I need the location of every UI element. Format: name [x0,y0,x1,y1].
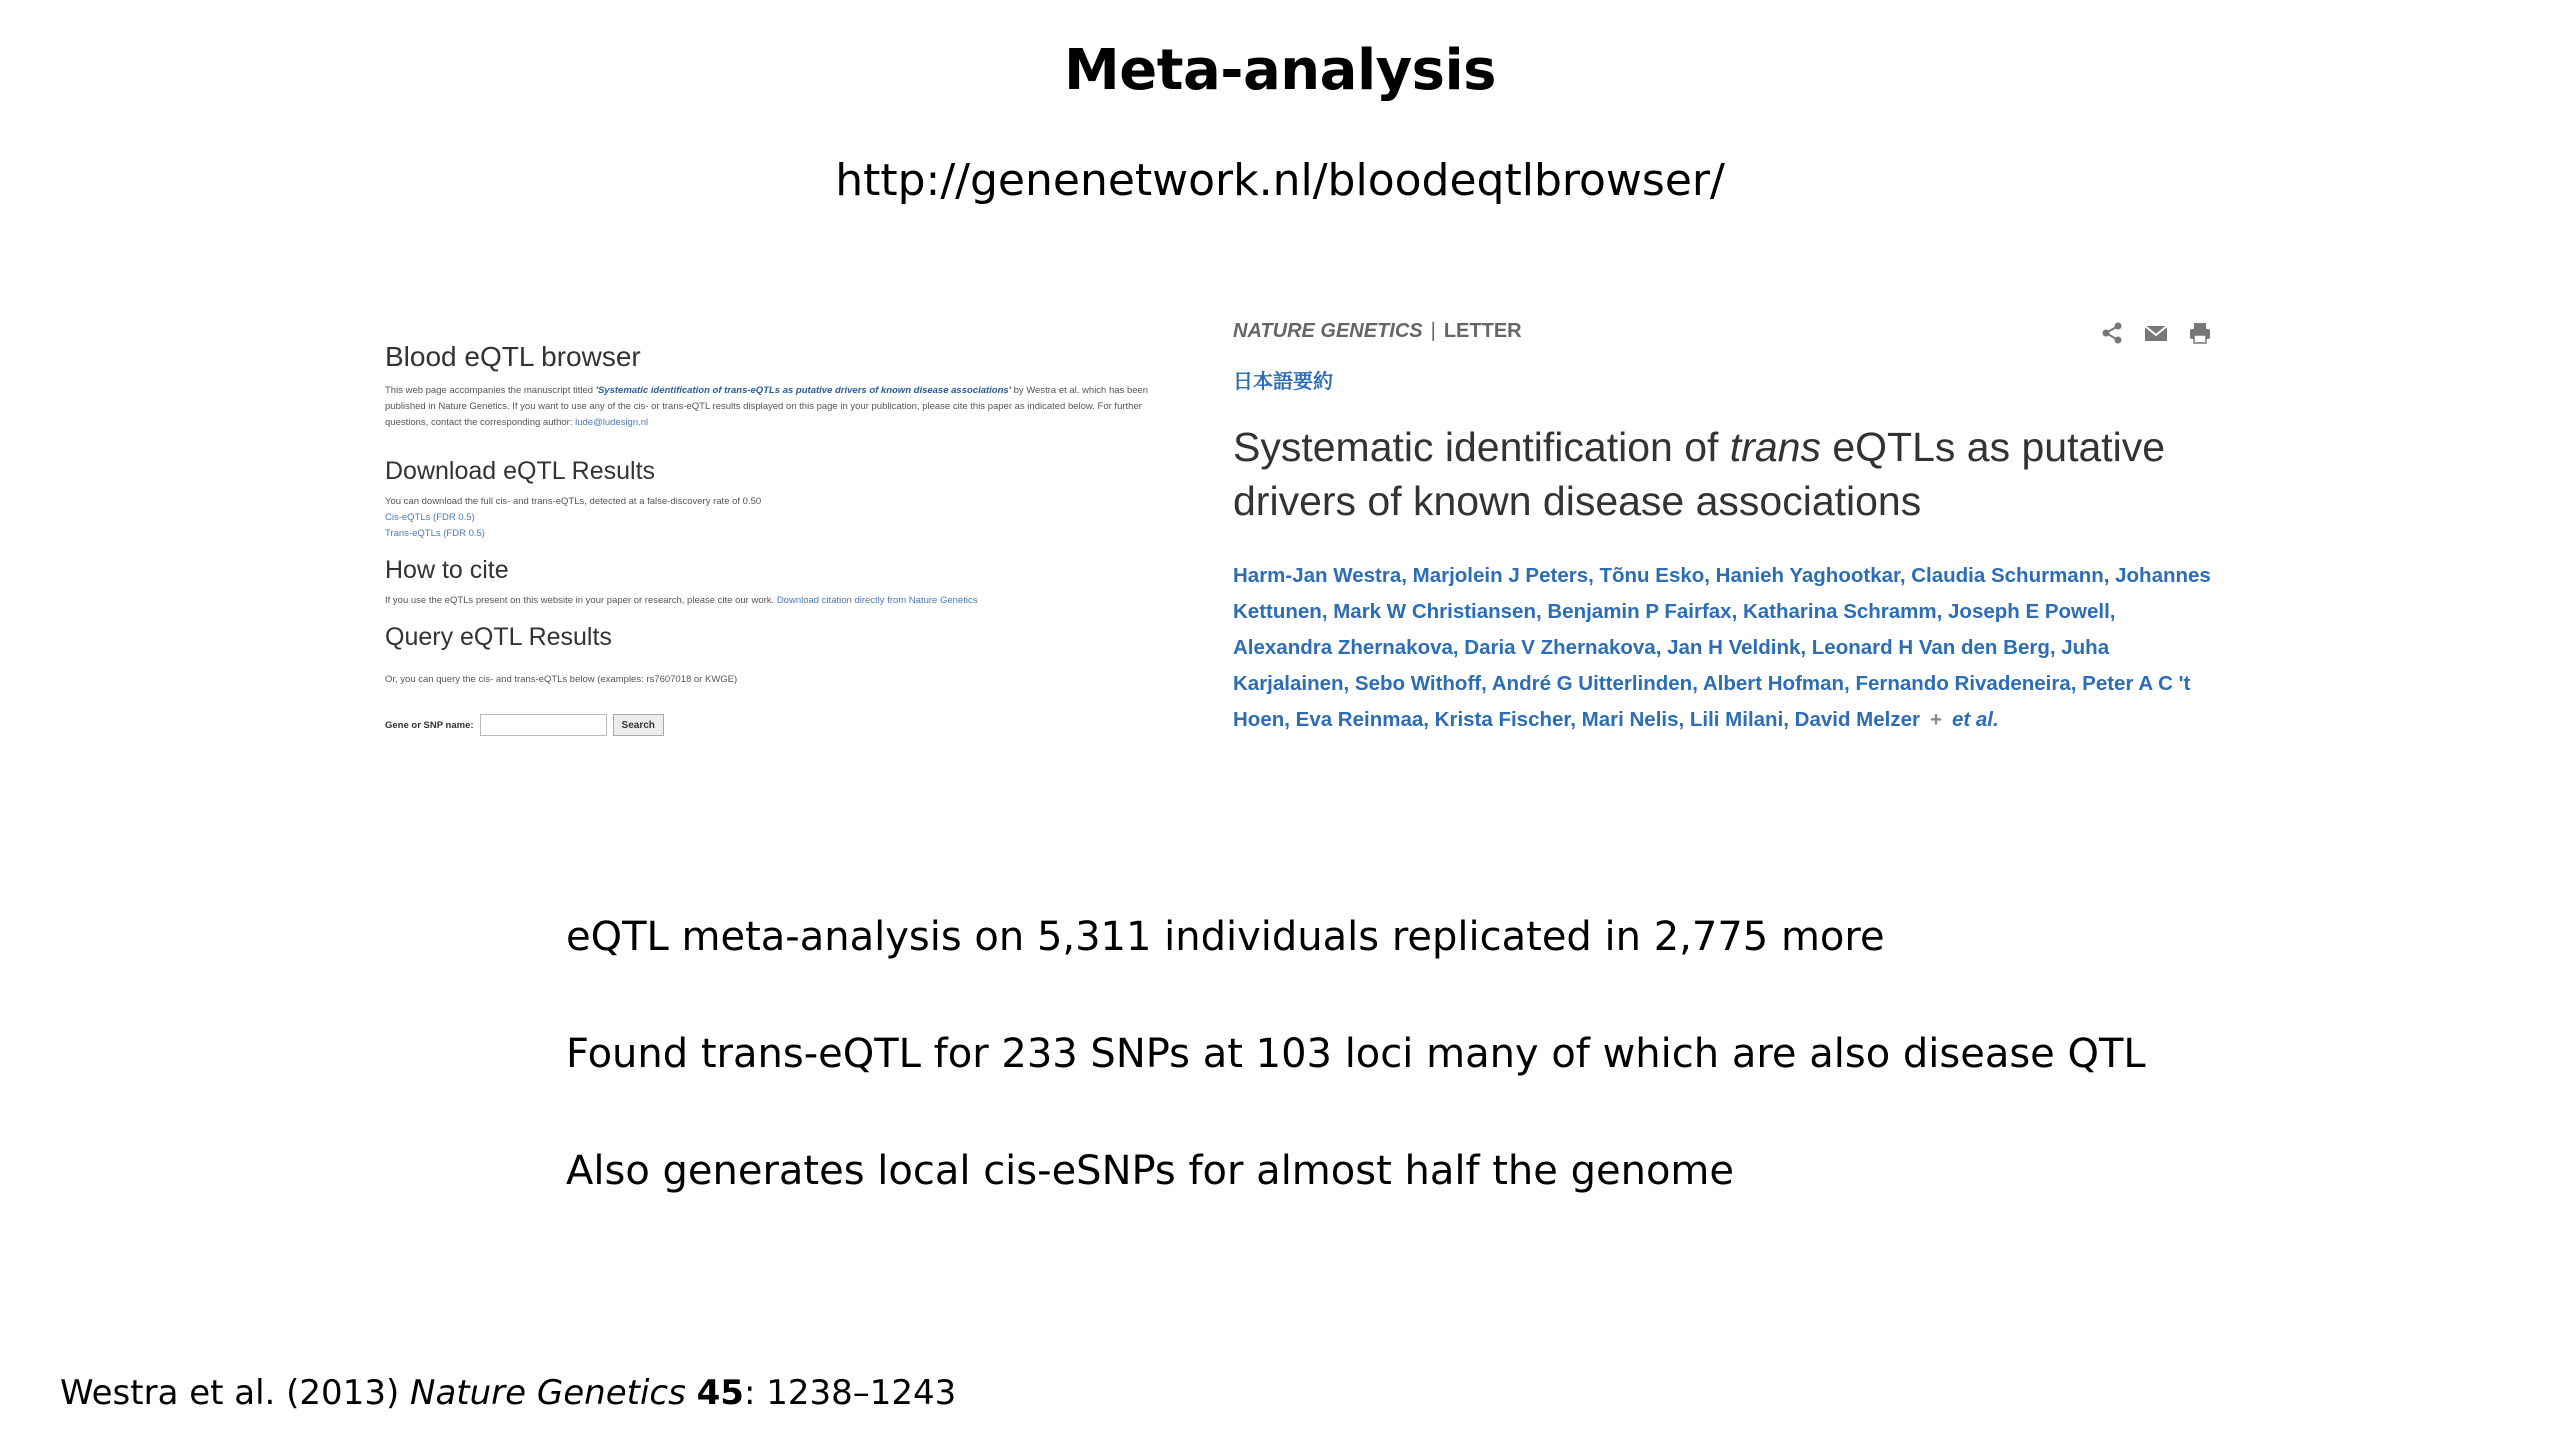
bullet-list [566,910,2366,1261]
author-list [1233,558,2213,738]
title-part-2: eQTLs as putative drivers of known disease associations [1233,424,2166,524]
download-cis-link[interactable]: Cis-eQTLs (FDR 0.5) [385,512,475,523]
cite-paragraph [385,593,1175,609]
article-tools [2099,320,2213,346]
bullet-item: eQTL meta-analysis on 5,311 individuals replicated in 2,775 more [566,914,1885,960]
browser-intro [385,383,1175,431]
citation-volume: 45 [696,1373,744,1413]
query-section [385,623,1175,736]
title-part-1: Systematic identification of [1233,424,1730,470]
title-italic: trans [1729,424,1821,470]
intro-email-link[interactable]: lude@ludesign.nl [575,417,649,428]
et-al[interactable]: et al. [1951,708,1999,731]
expand-authors-icon[interactable]: + [1929,708,1942,731]
article-title [1233,420,2213,528]
gene-snp-search-input[interactable] [480,714,607,736]
search-button[interactable]: Search [613,714,664,736]
query-heading: Query eQTL Results [385,623,612,651]
blood-eqtl-browser-panel [385,335,1175,785]
nature-article-panel [1233,320,2213,790]
citation-pages: : 1238–1243 [743,1373,957,1413]
bullet-item: Found trans-eQTL for 233 SNPs at 103 loci many of which are also disease QTL [566,1031,2146,1077]
email-icon[interactable] [2143,320,2169,346]
article-header [1233,320,2213,343]
authors-text[interactable]: Harm-Jan Westra, Marjolein J Peters, Tõnu Esko, Hanieh Yaghootkar, Claudia Schurmann, Johannes Kettunen, Mark W Christiansen, Benjamin P Fairfax, Katharina Schramm, Joseph E Powell, Alexandra Zhernakova, Daria V Zhernakova, Jan H Veldink, Leonard H Van den Berg, Juha Karjalainen, Sebo Withoff, André G Uitterlinden, Albert Hofman, Fernando Rivadeneira, Peter A C 't Hoen, Eva Reinmaa, Krista Fischer, Mari Nelis, Lili Milani, David Melzer [1233,564,2211,731]
citation-authors-year: Westra et al. (2013) [60,1373,411,1413]
header-separator: | [1430,320,1436,342]
download-section [385,457,1175,542]
journal-name[interactable]: NATURE GENETICS [1233,320,1423,342]
slide-title: Meta-analysis [1063,38,1496,103]
bullet-item: Also generates local cis-eSNPs for almost half the genome [566,1148,1735,1194]
cite-download-link[interactable]: Download citation directly from Nature Genetics [776,595,978,606]
query-form [385,714,1175,736]
download-text: You can download the full cis- and trans-eQTLs, detected at a false-discovery rate of 0.50 [385,496,762,507]
citation [60,1373,956,1413]
print-icon[interactable] [2187,320,2213,346]
citation-journal: Nature Genetics [410,1373,686,1413]
browser-heading: Blood eQTL browser [385,341,641,372]
share-icon[interactable] [2099,320,2125,346]
query-form-label: Gene or SNP name: [385,719,474,731]
query-text: Or, you can query the cis- and trans-eQTLs below (examples: rs7607018 or KWGE) [385,674,738,685]
intro-paper-link[interactable]: 'Systematic identification of trans-eQTLs as putative drivers of known disease associations' [595,385,1011,396]
download-heading: Download eQTL Results [385,457,656,485]
intro-text-2: by Westra et al. which has been published in Nature Genetics. If you want to use any of the cis- or trans-eQTL results displayed on this page in your publication, please cite this paper as indicated below. For further questions, contact the corresponding author: [385,385,1149,428]
japanese-summary-link[interactable]: 日本語要約 [1233,371,1333,393]
download-trans-link[interactable]: Trans-eQTLs (FDR 0.5) [385,528,485,539]
article-type: LETTER [1443,320,1522,342]
cite-heading: How to cite [385,556,509,584]
intro-text-1: This web page accompanies the manuscript titled [385,385,594,396]
cite-section [385,556,1175,609]
cite-text: If you use the eQTLs present on this website in your paper or research, please cite our work. [385,595,775,606]
slide-url[interactable]: http://genenetwork.nl/bloodeqtlbrowser/ [835,155,1725,206]
